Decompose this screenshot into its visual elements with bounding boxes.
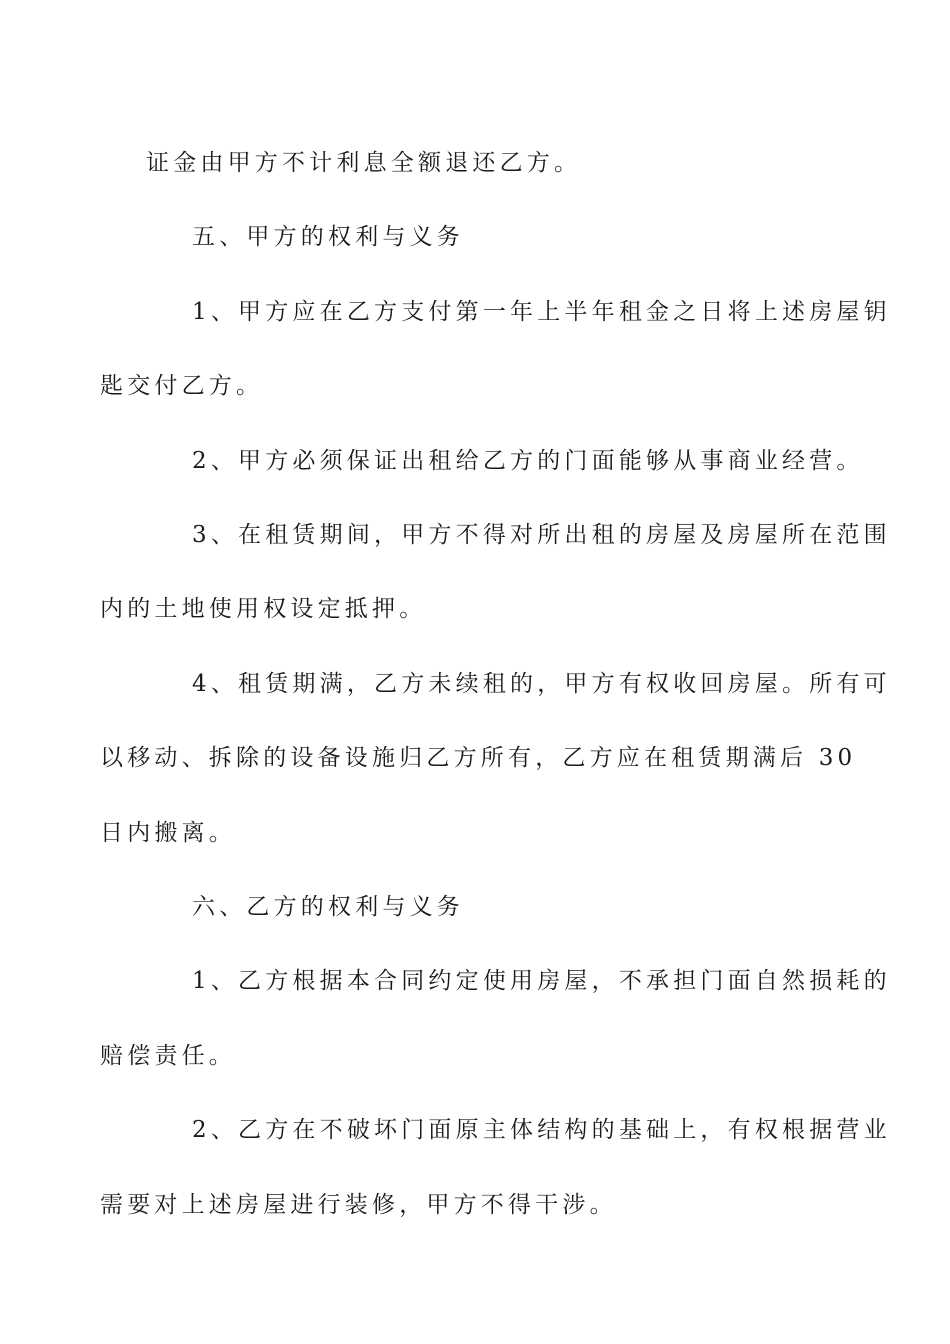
text-line: 需要对上述房屋进行装修，甲方不得干涉。 bbox=[100, 1191, 617, 1218]
text-line: 1、甲方应在乙方支付第一年上半年租金之日将上述房屋钥 bbox=[192, 298, 891, 325]
clause-b-2 bbox=[100, 1093, 891, 1242]
clause-a-1 bbox=[100, 275, 891, 424]
text-line: 1、乙方根据本合同约定使用房屋，不承担门面自然损耗的 bbox=[192, 968, 891, 995]
text-line: 日内搬离。 bbox=[100, 819, 236, 846]
text-line: 3、在租赁期间，甲方不得对所出租的房屋及房屋所在范围 bbox=[192, 522, 891, 549]
text-line: 内的土地使用权设定抵押。 bbox=[100, 596, 427, 623]
section-heading-party-a-rights bbox=[146, 200, 810, 274]
text-line: 赔偿责任。 bbox=[100, 1042, 236, 1069]
text-line: 证金由甲方不计利息全额退还乙方。 bbox=[146, 150, 582, 176]
clause-a-4 bbox=[100, 647, 891, 870]
text-line: 匙交付乙方。 bbox=[100, 373, 264, 400]
text-line: 2、乙方在不破坏门面原主体结构的基础上，有权根据营业 bbox=[192, 1117, 891, 1144]
text-line: 以移动、拆除的设备设施归乙方所有，乙方应在租赁期满后 30 bbox=[100, 745, 857, 772]
paragraph-deposit-refund bbox=[146, 126, 810, 200]
clause-a-2 bbox=[146, 424, 864, 498]
text-line: 4、租赁期满，乙方未续租的，甲方有权收回房屋。所有可 bbox=[192, 670, 891, 697]
text-line: 五、甲方的权利与义务 bbox=[192, 224, 464, 251]
document-body bbox=[100, 126, 891, 1242]
text-line: 六、乙方的权利与义务 bbox=[192, 894, 464, 921]
section-heading-party-b-rights bbox=[146, 870, 810, 944]
text-line: 2、甲方必须保证出租给乙方的门面能够从事商业经营。 bbox=[192, 447, 864, 474]
clause-a-3 bbox=[100, 498, 891, 647]
clause-b-1 bbox=[100, 944, 891, 1093]
